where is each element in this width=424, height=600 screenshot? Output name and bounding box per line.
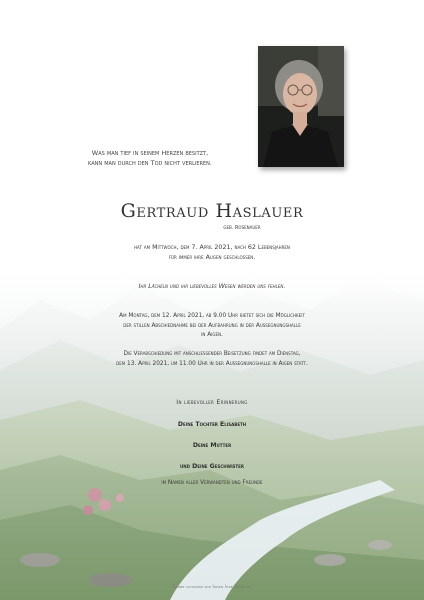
motto-line-2: kann man durch den Tod nicht verlieren. (88, 159, 212, 167)
farewell-paragraph (0, 312, 424, 341)
birth-name: geb. Rosenauer (223, 225, 261, 231)
family-siblings: und Deine Geschwister (180, 463, 244, 470)
funeral-line-1: Die Verabschiedung mit anschließender Beisetzung findet am Dienstag, (123, 351, 301, 357)
portrait-illustration (258, 46, 344, 167)
memory-heading: In liebevoller Erinnerung (176, 399, 248, 406)
portrait-photo (258, 46, 344, 167)
deceased-name: Gertraud Haslauer (120, 200, 304, 222)
memorial-quote: Ihr Lächeln und ihr liebevolles Wesen werden uns fehlen. (138, 283, 286, 290)
funeral-line-2: dem 13. April 2021, um 11.00 Uhr in der Aussegnungshalle in Aigen statt. (116, 360, 308, 367)
farewell-line-3: in Aigen. (201, 332, 223, 338)
motto-line-1: Was man tief in seinem Herzen besitzt, (91, 149, 209, 157)
farewell-line-1: Am Montag, dem 12. April 2021, ab 9.00 Uhr bietet sich die Möglichkeit (119, 313, 305, 319)
relatives-and-friends: im Namen aller Verwandten und Freunde (161, 480, 263, 486)
footer-note: Gerne schicken wir Ihnen Ihre Parte zu (172, 584, 252, 589)
funeral-paragraph (0, 350, 424, 369)
death-notice (0, 243, 424, 262)
farewell-line-2: der stillen Abschiednahme bei der Aufbahrung in der Aussegnungshalle (123, 322, 301, 329)
family-mother: Deine Mutter (192, 442, 232, 449)
family-daughter: Deine Tochter Elisabeth (177, 421, 247, 428)
memorial-motto (60, 148, 240, 168)
death-notice-line-2: für immer ihre Augen geschlossen. (168, 253, 256, 261)
death-notice-line-1: hat am Mittwoch, dem 7. April 2021, nach 62 Lebensjahren (134, 244, 290, 251)
